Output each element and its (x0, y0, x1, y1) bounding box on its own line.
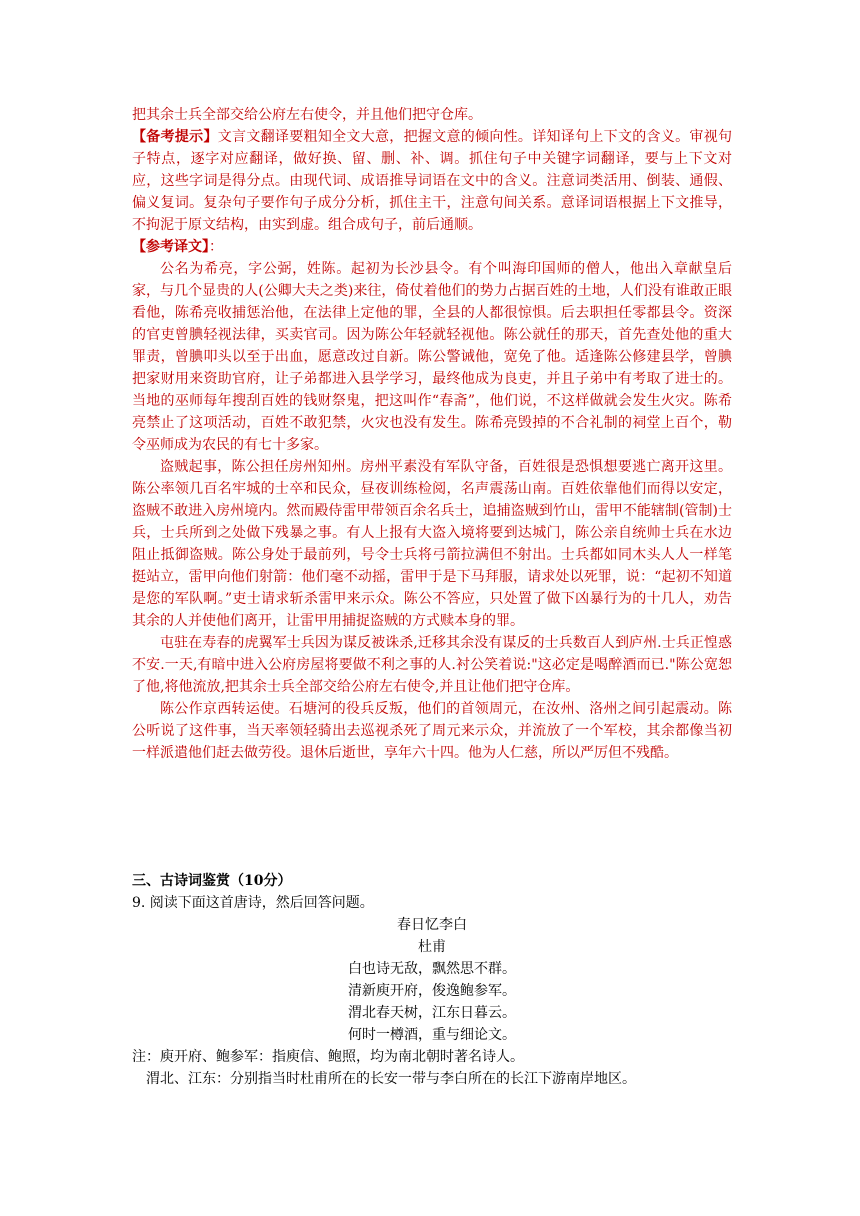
answer-block (132, 104, 732, 764)
exam-tip-label: 【备考提示】 (132, 129, 218, 145)
note-2: 渭北、江东：分别指当时杜甫所在的长安一带与李白所在的长江下游南岸地区。 (146, 1071, 636, 1087)
poetry-section (132, 870, 732, 1090)
translation-heading (132, 236, 732, 258)
question-9: 9. 阅读下面这首唐诗，然后回答问题。 (132, 895, 374, 911)
poem-line-1: 白也诗无敌，飘然思不群。 (348, 961, 516, 977)
poem-author: 杜甫 (418, 939, 446, 955)
poem-line-3: 渭北春天树，江东日暮云。 (348, 1005, 516, 1021)
exam-tip-text: 文言文翻译要粗知全文大意，把握文意的倾向性。详知译句上下文的含义。审视句子特点，逐字对应翻译，做好换、留、删、补、调。抓住句子中关键字词翻译，要与上下文对应，这些字词是得分点。由现代词、成语推导词语在文中的含义。注意词类活用、倒装、通假、偏义复词。复杂句子要作句子成分分析，抓住主干，注意句间关系。意译词语根据上下文推导，不拘泥于原文结构，由实到虚。组合成句子，前后通顺。 (132, 129, 733, 233)
translation-paragraph-1: 公名为希亮，字公弼，姓陈。起初为长沙县令。有个叫海印国师的僧人，他出入章献皇后家，与几个显贵的人(公卿大夫之类)来往，倚仗着他们的势力占据百姓的土地，人们没有谁敢正眼看他，陈希亮收捕惩治他，在法律上定他的罪，全县的人都很惊惧。后去职担任零都县令。资深的官吏曾腆轻视法律，买卖官司。因为陈公年轻就轻视他。陈公就任的那天，首先查处他的重大罪责，曾腆叩头以至于出血，愿意改过自新。陈公警诫他，宽免了他。适逢陈公修建县学，曾腆把家财用来资助官府，让子弟都进入县学学习，最终他成为良吏，并且子弟中有考取了进士的。当地的巫师每年搜刮百姓的钱财祭鬼，把这叫作“春斋”，他们说，不这样做就会发生火灾。陈希亮禁止了这项活动，百姓不敢犯禁，火灾也没有发生。陈希亮毁掉的不合礼制的祠堂上百个，勒令巫师成为农民的有七十多家。 (132, 261, 732, 453)
exam-tip (132, 126, 732, 236)
section-title: 三、古诗词鉴赏（10分） (132, 873, 292, 889)
translation-colon: ： (209, 239, 223, 255)
continuation-line: 把其余士兵全部交给公府左右使令，并且他们把守仓库。 (132, 107, 482, 123)
poem-title: 春日忆李白 (397, 917, 467, 933)
poem-line-2: 清新庾开府，俊逸鲍参军。 (348, 983, 516, 999)
translation-paragraph-3: 屯驻在寿春的虎翼军士兵因为谋反被诛杀,迁移其余没有谋反的士兵数百人到庐州.士兵正惶惑不安.一天,有暗中进入公府房屋将要做不利之事的人.衬公笑着说:"这必定是喝醉酒而已."陈公宽恕了他,将他流放,把其余士兵全部交给公府左右使令,并且让他们把守仓库。 (132, 635, 732, 695)
poem-line-4: 何时一樽酒，重与细论文。 (348, 1027, 516, 1043)
translation-paragraph-2: 盗贼起事，陈公担任房州知州。房州平素没有军队守备，百姓很是恐惧想要逃亡离开这里。陈公率领几百名牢城的士卒和民众，昼夜训练检阅，名声震荡山南。百姓依靠他们而得以安定，盗贼不敢进入房州境内。然而殿侍雷甲带领百余名兵士，追捕盗贼到竹山，雷甲不能辖制(管制)士兵，士兵所到之处做下残暴之事。有人上报有大盗入境将要到达城门，陈公亲自统帅士兵在水边阻止抵御盗贼。陈公身处于最前列，号令士兵将弓箭拉满但不射出。士兵都如同木头人人一样笔挺站立，雷甲向他们射箭：他们毫不动摇，雷甲于是下马拜服，请求处以死罪，说：“起初不知道是您的军队啊。”吏士请求斩杀雷甲来示众。陈公不答应，只处置了做下凶暴行为的十几人，劝告其余的人并使他们离开，让雷甲用捕捉盗贼的方式赎本身的罪。 (132, 459, 732, 629)
translation-paragraph-4: 陈公作京西转运使。石塘河的役兵反叛，他们的首领周元，在汝州、洛州之间引起震动。陈公听说了这件事，当天率领轻骑出去巡视杀死了周元来示众，并流放了一个军校，其余都像当初一样派遣他们赶去做劳役。退休后逝世，享年六十四。他为人仁慈，所以严厉但不残酷。 (132, 701, 732, 761)
note-1: 注：庾开府、鲍参军：指庾信、鲍照，均为南北朝时著名诗人。 (132, 1049, 524, 1065)
poem (132, 914, 732, 1046)
translation-label: 【参考译文】 (132, 239, 209, 255)
